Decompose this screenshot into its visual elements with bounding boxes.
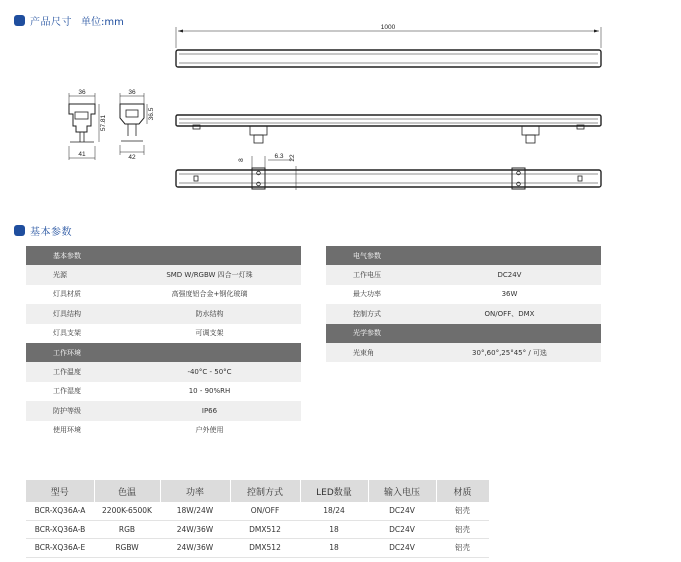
optical-header-row bbox=[326, 324, 601, 343]
param-label: 最大功率 bbox=[326, 285, 418, 304]
dim-front-height-label: 36.5 bbox=[148, 107, 155, 121]
param-label: 使用环境 bbox=[26, 421, 118, 440]
table-row bbox=[26, 539, 489, 558]
table-cell: 24W/36W bbox=[160, 520, 230, 539]
model-table bbox=[26, 480, 490, 558]
dim-side-base-label: 41 bbox=[78, 151, 86, 158]
dim-length-label: 1000 bbox=[380, 24, 396, 31]
section-bullet-icon bbox=[14, 225, 25, 236]
param-label: 光束角 bbox=[326, 343, 418, 362]
table-cell: 18 bbox=[300, 520, 368, 539]
column-header: 型号 bbox=[26, 480, 94, 502]
table-cell: RGB bbox=[94, 520, 160, 539]
column-header: 功率 bbox=[160, 480, 230, 502]
table-cell: BCR-XQ36A-B bbox=[26, 520, 94, 539]
optical-header: 光学参数 bbox=[326, 324, 601, 343]
table-row bbox=[26, 520, 489, 539]
param-value: -40°C - 50°C bbox=[118, 362, 301, 381]
top-view-drawing bbox=[176, 27, 601, 67]
params-section-head bbox=[14, 223, 72, 238]
param-label: 工作温度 bbox=[26, 362, 118, 381]
table-cell: DMX512 bbox=[230, 539, 300, 558]
dim-bottom-a-label: 8 bbox=[238, 158, 245, 162]
column-header: LED数量 bbox=[300, 480, 368, 502]
dim-bottom-c-label: 22 bbox=[289, 154, 296, 162]
size-unit-note: 单位:mm bbox=[81, 17, 124, 28]
table-row bbox=[326, 304, 601, 323]
table-cell: 18 bbox=[300, 539, 368, 558]
side-profile-drawing bbox=[69, 93, 99, 160]
table-cell: BCR-XQ36A-A bbox=[26, 502, 94, 520]
technical-drawing bbox=[0, 0, 681, 210]
param-value: 高强度铝合金+钢化玻璃 bbox=[118, 285, 301, 304]
param-label: 灯具材质 bbox=[26, 285, 118, 304]
column-header: 输入电压 bbox=[368, 480, 436, 502]
table-row bbox=[26, 324, 301, 343]
table-cell: 铝壳 bbox=[436, 520, 489, 539]
table-cell: DC24V bbox=[368, 520, 436, 539]
param-value: DC24V bbox=[418, 265, 601, 284]
table-cell: ON/OFF bbox=[230, 502, 300, 520]
params-section-title: 基本参数 bbox=[30, 227, 72, 238]
param-label: 光源 bbox=[26, 265, 118, 284]
param-value: 防水结构 bbox=[118, 304, 301, 323]
basic-params-table bbox=[26, 246, 301, 440]
table-cell: 24W/36W bbox=[160, 539, 230, 558]
work-env-header: 工作环境 bbox=[26, 343, 301, 362]
param-value: 36W bbox=[418, 285, 601, 304]
param-value: 可调支架 bbox=[118, 324, 301, 343]
table-cell: 2200K-6500K bbox=[94, 502, 160, 520]
column-header: 色温 bbox=[94, 480, 160, 502]
electrical-params-table bbox=[326, 246, 601, 362]
dim-front-width-label: 36 bbox=[128, 89, 136, 96]
side-elevation-drawing bbox=[176, 115, 601, 143]
table-row bbox=[26, 502, 489, 520]
param-label: 灯具支架 bbox=[26, 324, 118, 343]
column-header: 材质 bbox=[436, 480, 489, 502]
dim-front-base-label: 42 bbox=[128, 154, 136, 161]
dim-side-width-label: 36 bbox=[78, 89, 86, 96]
table-row bbox=[26, 304, 301, 323]
electrical-header-row bbox=[326, 246, 601, 265]
table-row bbox=[26, 285, 301, 304]
param-value: SMD W/RGBW 四合一灯珠 bbox=[118, 265, 301, 284]
electrical-header: 电气参数 bbox=[326, 246, 601, 265]
dim-bottom-b-label: 6.3 bbox=[274, 153, 284, 160]
param-label: 控制方式 bbox=[326, 304, 418, 323]
basic-params-header: 基本参数 bbox=[26, 246, 301, 265]
table-row bbox=[326, 265, 601, 284]
param-label: 防护等级 bbox=[26, 401, 118, 420]
table-row bbox=[326, 343, 601, 362]
table-row bbox=[26, 362, 301, 381]
front-profile-drawing bbox=[120, 93, 147, 155]
table-cell: DC24V bbox=[368, 502, 436, 520]
table-row bbox=[26, 421, 301, 440]
table-cell: 18W/24W bbox=[160, 502, 230, 520]
size-section-title: 产品尺寸 bbox=[30, 17, 72, 28]
dim-side-height-label: 57.81 bbox=[100, 114, 107, 132]
basic-params-header-row bbox=[26, 246, 301, 265]
param-value: 10 - 90%RH bbox=[118, 382, 301, 401]
table-row bbox=[26, 265, 301, 284]
table-cell: BCR-XQ36A-E bbox=[26, 539, 94, 558]
table-cell: DC24V bbox=[368, 539, 436, 558]
table-row bbox=[326, 285, 601, 304]
table-cell: DMX512 bbox=[230, 520, 300, 539]
param-value: 户外使用 bbox=[118, 421, 301, 440]
table-row bbox=[26, 401, 301, 420]
param-value: IP66 bbox=[118, 401, 301, 420]
table-cell: 铝壳 bbox=[436, 539, 489, 558]
table-cell: 18/24 bbox=[300, 502, 368, 520]
param-value: 30°,60°,25°45° / 可选 bbox=[418, 343, 601, 362]
param-label: 灯具结构 bbox=[26, 304, 118, 323]
table-cell: 铝壳 bbox=[436, 502, 489, 520]
model-table-header-row bbox=[26, 480, 489, 502]
table-row bbox=[26, 382, 301, 401]
param-value: ON/OFF、DMX bbox=[418, 304, 601, 323]
work-env-header-row bbox=[26, 343, 301, 362]
column-header: 控制方式 bbox=[230, 480, 300, 502]
param-label: 工作湿度 bbox=[26, 382, 118, 401]
param-label: 工作电压 bbox=[326, 265, 418, 284]
table-cell: RGBW bbox=[94, 539, 160, 558]
